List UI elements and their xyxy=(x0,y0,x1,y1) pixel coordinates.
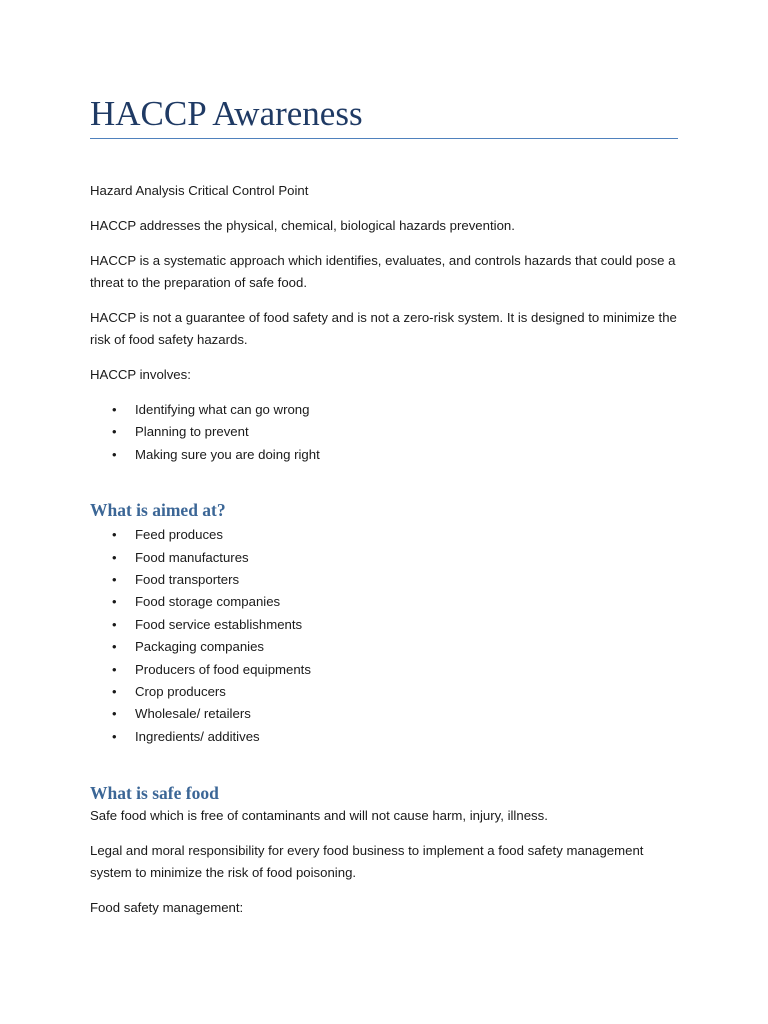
safe-food-paragraph: Food safety management: xyxy=(90,900,244,916)
bullet-icon: • xyxy=(112,424,117,440)
list-item-text: Identifying what can go wrong xyxy=(135,402,310,417)
list-item xyxy=(90,591,678,613)
list-item xyxy=(90,726,678,748)
list-item xyxy=(90,636,678,658)
list-item-text: Producers of food equipments xyxy=(135,661,311,677)
bullet-icon: • xyxy=(112,684,117,700)
intro-paragraph: HACCP addresses the physical, chemical, biological hazards prevention. xyxy=(90,218,515,233)
list-item xyxy=(90,524,678,546)
document-subtitle: Hazard Analysis Critical Control Point xyxy=(90,183,309,198)
list-item-text: Food service establishments xyxy=(135,616,303,632)
list-item xyxy=(90,421,678,443)
safe-food-paragraph: Legal and moral responsibility for every food business to implement a food safety management system to minimize the risk of food poisoning. xyxy=(90,843,644,881)
list-item-text: Food storage companies xyxy=(135,594,281,610)
list-item-text: Food manufactures xyxy=(135,549,249,565)
section-heading-aimed: What is aimed at? xyxy=(90,500,226,521)
list-item-text: Food transporters xyxy=(135,572,240,588)
bullet-icon: • xyxy=(112,446,117,462)
intro-paragraph: HACCP is not a guarantee of food safety and is not a zero-risk system. It is designed to minimize the risk of food safety hazards. xyxy=(90,310,677,347)
aimed-list xyxy=(90,524,678,748)
safe-food-paragraph: Safe food which is free of contaminants and will not cause harm, injury, illness. xyxy=(90,808,548,824)
section-heading-safe-food: What is safe food xyxy=(90,783,219,804)
list-item-text: Packaging companies xyxy=(135,639,265,655)
bullet-icon: • xyxy=(112,572,117,588)
list-item-text: Crop producers xyxy=(135,684,226,700)
list-item-text: Wholesale/ retailers xyxy=(135,706,251,722)
list-item xyxy=(90,681,678,703)
bullet-icon: • xyxy=(112,527,117,543)
bullet-icon: • xyxy=(112,402,117,417)
intro-paragraph: HACCP is a systematic approach which identifies, evaluates, and controls hazards that could pose a threat to the preparation of safe food. xyxy=(90,253,676,290)
list-item-text: Planning to prevent xyxy=(135,424,249,440)
bullet-icon: • xyxy=(112,594,117,610)
document-title: HACCP Awareness xyxy=(90,94,363,133)
involves-list xyxy=(90,399,678,466)
involves-label: HACCP involves: xyxy=(90,367,191,382)
list-item-text: Ingredients/ additives xyxy=(135,728,260,744)
bullet-icon: • xyxy=(112,728,117,744)
list-item xyxy=(90,703,678,725)
list-item xyxy=(90,569,678,591)
list-item xyxy=(90,547,678,569)
title-divider xyxy=(90,138,678,139)
bullet-icon: • xyxy=(112,549,117,565)
document-page xyxy=(90,92,678,932)
bullet-icon: • xyxy=(112,616,117,632)
bullet-icon: • xyxy=(112,639,117,655)
list-item xyxy=(90,614,678,636)
list-item xyxy=(90,399,678,421)
bullet-icon: • xyxy=(112,706,117,722)
bullet-icon: • xyxy=(112,661,117,677)
list-item-text: Feed produces xyxy=(135,527,223,543)
list-item xyxy=(90,659,678,681)
list-item-text: Making sure you are doing right xyxy=(135,446,320,462)
list-item xyxy=(90,444,678,466)
